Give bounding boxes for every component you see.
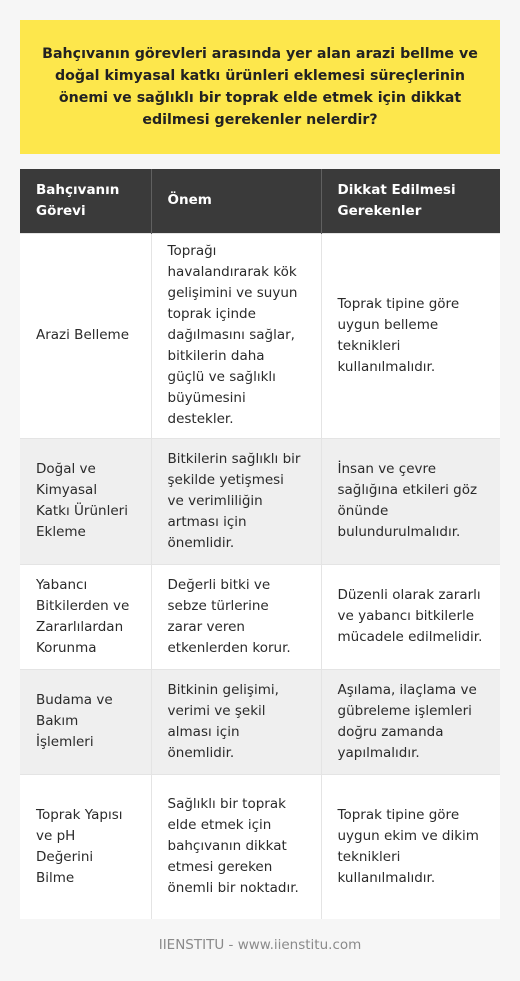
cell-task: Toprak Yapısı ve pH Değerini Bilme — [20, 774, 151, 919]
cell-caution: Aşılama, ilaçlama ve gübreleme işlemleri doğru zamanda yapılmalıdır. — [321, 669, 500, 774]
table-row — [20, 774, 500, 919]
table-row — [20, 438, 500, 564]
question-banner — [20, 20, 500, 154]
table-row — [20, 564, 500, 669]
header-importance: Önem — [151, 169, 321, 233]
header-caution: Dikkat Edilmesi Gerekenler — [321, 169, 500, 233]
cell-importance: Sağlıklı bir toprak elde etmek için bahçıvanın dikkat etmesi gereken önemli bir noktadır. — [151, 774, 321, 919]
table-row — [20, 233, 500, 438]
cell-caution: Toprak tipine göre uygun belleme teknikleri kullanılmalıdır. — [321, 233, 500, 438]
question-text: Bahçıvanın görevleri arasında yer alan arazi bellme ve doğal kimyasal katkı ürünleri eklemesi süreçlerinin önemi ve sağlıklı bir toprak elde etmek için dikkat edilmesi gerekenler nelerdir? — [42, 46, 478, 128]
cell-caution: İnsan ve çevre sağlığına etkileri göz önünde bulundurulmalıdır. — [321, 438, 500, 564]
footer-credit: IIENSTITU - www.iienstitu.com — [158, 937, 362, 953]
cell-caution: Düzenli olarak zararlı ve yabancı bitkilerle mücadele edilmelidir. — [321, 564, 500, 669]
task-table — [20, 169, 500, 919]
table-header-row — [20, 169, 500, 233]
table-row — [20, 669, 500, 774]
cell-task: Doğal ve Kimyasal Katkı Ürünleri Ekleme — [20, 438, 151, 564]
cell-task: Budama ve Bakım İşlemleri — [20, 669, 151, 774]
cell-task: Arazi Belleme — [20, 233, 151, 438]
task-table-container — [20, 169, 500, 919]
header-task: Bahçıvanın Görevi — [20, 169, 151, 233]
cell-importance: Bitkinin gelişimi, verimi ve şekil alması için önemlidir. — [151, 669, 321, 774]
cell-task: Yabancı Bitkilerden ve Zararlılardan Korunma — [20, 564, 151, 669]
cell-importance: Bitkilerin sağlıklı bir şekilde yetişmesi ve verimliliğin artması için önemlidir. — [151, 438, 321, 564]
cell-importance: Toprağı havalandırarak kök gelişimini ve suyun toprak içinde dağılmasını sağlar, bitkilerin daha güçlü ve sağlıklı büyümesini destekler. — [151, 233, 321, 438]
cell-importance: Değerli bitki ve sebze türlerine zarar veren etkenlerden korur. — [151, 564, 321, 669]
cell-caution: Toprak tipine göre uygun ekim ve dikim teknikleri kullanılmalıdır. — [321, 774, 500, 919]
